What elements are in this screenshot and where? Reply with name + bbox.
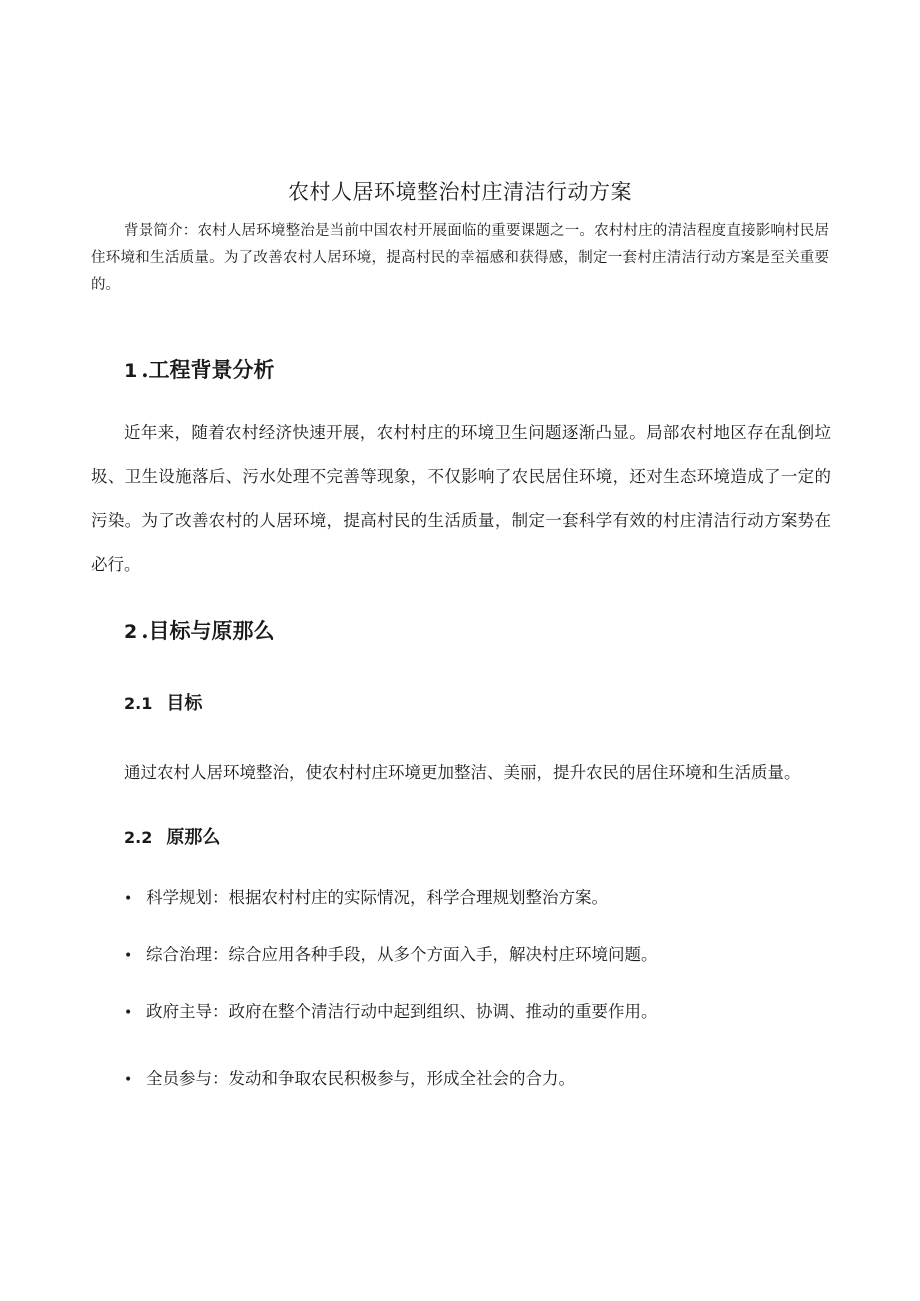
- subsection-2-2-heading: [124, 825, 220, 851]
- bullet-icon: •: [124, 891, 133, 907]
- subsection-2-1-body: 通过农村人居环境整治，使农村村庄环境更加整洁、美丽，提升农民的居住环境和生活质量。: [124, 763, 801, 782]
- list-item-text: 综合治理：综合应用各种手段，从多个方面入手，解决村庄环境问题。: [146, 945, 658, 964]
- subsection-2-2-number: 2.2: [124, 828, 153, 847]
- document-title: 农村人居环境整治村庄清洁行动方案: [288, 180, 632, 204]
- subsection-2-1-title: 目标: [166, 693, 203, 714]
- subsection-2-1-heading: [124, 691, 202, 717]
- section-1-number: 1: [124, 360, 138, 382]
- section-2-title: .目标与原那么: [141, 618, 275, 643]
- list-item: [124, 1066, 575, 1093]
- list-item: [124, 885, 608, 912]
- section-1-title: .工程背景分析: [141, 357, 275, 382]
- bullet-icon: •: [124, 948, 133, 964]
- section-1-body: 近年来，随着农村经济快速开展，农村村庄的环境卫生问题逐渐凸显。局部农村地区存在乱倒垃圾、卫生设施落后、污水处理不完善等现象，不仅影响了农民居住环境，还对生态环境造成了一定的污染。为了改善农村的人居环境，提高村民的生活质量，制定一套科学有效的村庄清洁行动方案势在必行。: [91, 423, 831, 574]
- list-item: [124, 999, 658, 1026]
- list-item-text: 政府主导：政府在整个清洁行动中起到组织、协调、推动的重要作用。: [146, 1002, 658, 1021]
- list-item: [124, 942, 658, 969]
- subsection-2-2-title: 原那么: [166, 827, 221, 848]
- subsection-2-1-number: 2.1: [124, 694, 153, 713]
- bullet-icon: •: [124, 1072, 133, 1088]
- bullet-icon: •: [124, 1005, 133, 1021]
- section-1-heading: [124, 355, 275, 386]
- section-2-heading: [124, 616, 275, 647]
- list-item-text: 全员参与：发动和争取农民积极参与，形成全社会的合力。: [146, 1069, 575, 1088]
- intro-paragraph: 背景简介：农村人居环境整治是当前中国农村开展面临的重要课题之一。农村村庄的清洁程度直接影响村民居住环境和生活质量。为了改善农村人居环境，提高村民的幸福感和获得感，制定一套村庄清洁行动方案是至关重要的。: [91, 223, 829, 293]
- list-item-text: 科学规划：根据农村村庄的实际情况，科学合理规划整治方案。: [146, 888, 608, 907]
- section-2-number: 2: [124, 621, 138, 643]
